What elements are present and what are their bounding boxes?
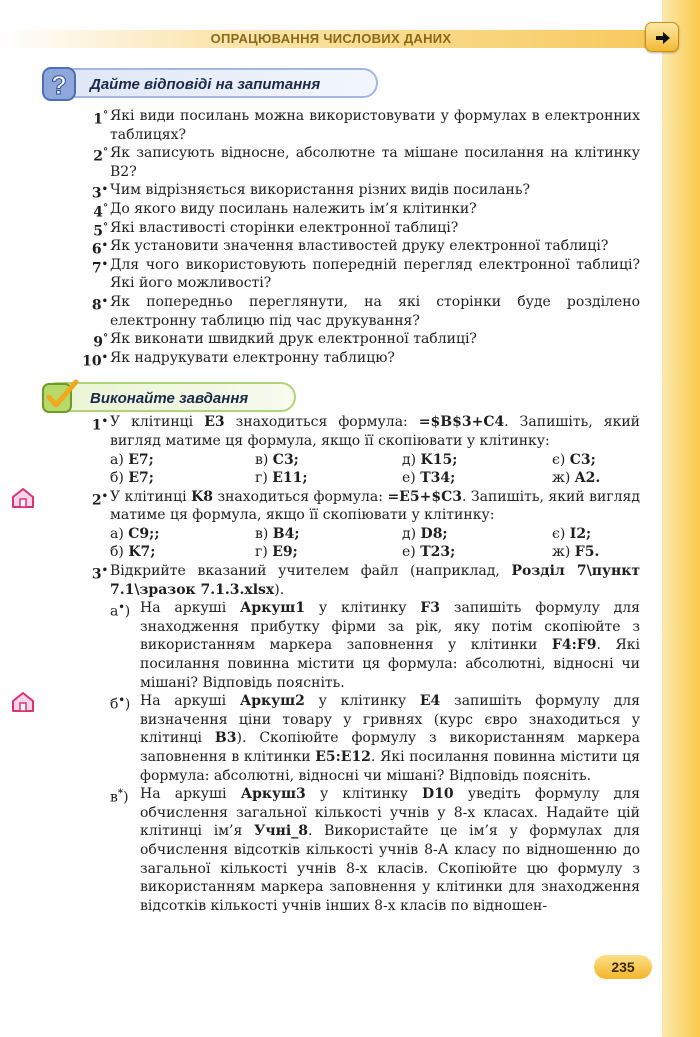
difficulty-mark: • [118,602,125,614]
subtask-item [70,785,640,915]
item-number [70,562,108,584]
item-number-text: 1 [93,111,103,128]
question-item [70,107,640,144]
cell-reference: E3 [204,414,225,431]
item-number-text: 10 [82,353,102,370]
question-text: Як виконати швидкий друк електронної таблиці? [110,331,477,348]
question-item [70,330,640,349]
difficulty-mark: • [101,240,108,252]
item-number [70,107,108,129]
bold-term: F3 [420,600,441,617]
answer-options [70,525,640,562]
question-item [70,256,640,293]
section-questions-header [42,68,378,98]
section-tasks-header [42,382,296,412]
subtask-text-part: На аркуші [140,600,241,617]
option-cell: E9; [272,544,298,561]
question-text: До якого виду посилань належить ім’я клітинки? [110,200,477,217]
option-cell: C3; [272,451,299,468]
answer-option [552,451,672,470]
bold-term: E4 [419,693,441,710]
answer-option [402,525,552,544]
answer-option [402,451,552,470]
answer-option [255,525,402,544]
subtask-text-part: . Які посилання повинна містити ця формула: абсолютні, відносні чи мішані? Відповідь поясніть. [140,749,641,784]
bold-term: E5:E12 [315,749,371,765]
question-text: Як установити значення властивостей друку електронної таблиці? [110,238,609,255]
option-cell: E7; [128,470,154,487]
option-cell: K7; [128,544,156,561]
answer-option [110,543,255,562]
subtask-text-part: уведіть формулу для обчислення загальної кількості учнів у 8-х класах. Надайте цій клітинці ім’я [140,786,641,840]
page-sidebar-strip [662,0,700,1037]
subtask-item [70,599,640,692]
answer-option [255,469,402,488]
item-number-text: 2 [91,492,102,509]
subtask-label: а•) [110,602,131,620]
option-cell: T34; [420,470,456,487]
item-number-text: 9 [93,334,103,351]
task-text [110,563,640,598]
question-text: Як надрукувати електронну таблицю? [110,349,395,366]
option-letter: б) [110,470,129,487]
option-letter: д) [402,525,421,542]
option-letter: є) [552,525,570,542]
option-letter: а) [110,451,129,468]
option-letter: ж) [552,470,575,487]
task-text-part: У клітинці [110,414,205,431]
question-text: Як попередньо переглянути, на які сторінки буде розділено електронну таблицю під час друкування? [110,293,640,329]
task-text-part: знаходиться формула: [224,414,419,431]
task-item [70,413,640,450]
answer-option [552,525,672,544]
page-number: 235 [594,955,652,979]
option-cell: E11; [272,470,308,487]
next-page-button[interactable] [645,22,679,52]
difficulty-mark: ° [103,333,108,345]
option-letter: е) [402,544,421,561]
questions-list [70,107,640,370]
difficulty-mark: ° [103,221,108,233]
task-text [110,489,640,524]
option-cell: C9;; [128,525,160,542]
question-text: Для чого використовують попередній перегляд електронної таблиці? Які його можливості? [110,256,640,292]
bold-term: Учні_8 [254,823,308,840]
question-text: Чим відрізняється використання різних видів посилань? [110,182,530,199]
section-tasks-title: Виконайте завдання [90,390,249,407]
difficulty-mark: ° [103,147,108,159]
option-letter: г) [255,470,273,487]
page-content [70,107,640,915]
bold-term: D10 [422,786,454,803]
task-text [110,414,640,449]
option-cell: T23; [420,544,456,561]
subtask-text-part: запишіть формулу для визначення ціни товару у гривнях (курс євро знаходиться у клітинці [140,693,640,747]
option-letter: а) [110,525,129,542]
formula: =E5+$C3 [387,488,462,505]
task-text-part: У клітинці [110,488,192,505]
question-text: Які властивості сторінки електронної таблиці? [110,219,459,236]
subtask-text-part: . Які посилання повинна містити ця формула: абсолютні, відносні чи мішані? Відповідь поясніть. [140,637,640,691]
task-text-part: . Запишіть, який вигляд матиме ця формула, якщо її скопіювати у клітинку: [110,414,641,449]
task-text-part: ). [274,581,285,598]
homework-icon [10,690,36,714]
difficulty-mark: * [117,788,124,800]
option-cell: I2; [569,525,592,542]
answer-option [552,543,672,562]
question-item [70,293,640,330]
item-number-text: 2 [93,148,103,165]
answer-option [110,451,255,470]
task-text-part: знаходиться формула: [212,488,388,505]
question-item [70,237,640,256]
answer-option [110,525,255,544]
item-number-text: 1 [91,417,102,434]
option-letter: в) [255,525,273,542]
difficulty-mark: • [101,295,108,307]
subtask-text-part: ). Скопіюйте формулу з використанням маркера заповнення в клітинки [140,730,640,765]
answer-options [70,451,640,488]
question-item [70,200,640,219]
option-cell: B4; [272,525,300,542]
difficulty-mark: • [101,351,108,363]
subtask-text-part: у клітинку [304,693,420,710]
option-letter: б) [110,544,129,561]
item-number-text: 7 [91,260,102,277]
subtask-label: б•) [110,695,131,713]
option-cell: F5. [574,544,600,561]
subtask-text-part: . Використайте це ім’я у формулах для обчислення відсотків кількості учнів 8-А класу по відношенню до загальної кількості учнів 8-х класів. Скопіюйте цю формулу з використанням маркера заповнення у клітинки для знаходження відсотків кількості учнів інших 8-х класів по відношен- [140,823,641,914]
subtask-letter: в [110,789,118,806]
option-letter: е) [402,470,421,487]
svg-text:?: ? [51,70,67,100]
question-text: Які види посилань можна використовувати у формулах в електронних таблицях? [110,108,640,143]
subtask-text-part: у клітинку [305,786,423,803]
task-item [70,488,640,525]
checkmark-icon [40,379,80,417]
difficulty-mark: • [101,565,108,577]
item-number-text: 4 [93,204,103,221]
subtask-item [70,692,640,785]
question-text: Як записують відносне, абсолютне та мішане посилання на клітинку B2? [110,145,640,180]
subtask-letter: б [110,696,119,713]
item-number [70,144,108,166]
option-letter: г) [255,544,273,561]
item-number-text: 3 [91,186,102,203]
option-cell: D8; [420,525,448,542]
option-letter: є) [552,451,570,468]
answer-option [255,543,402,562]
option-letter: в) [255,451,273,468]
difficulty-mark: • [118,695,125,707]
subtask-text-part: На аркуші [140,786,241,803]
subtask-text [140,600,640,690]
answer-option [402,543,552,562]
bold-term: Аркуш3 [240,786,306,803]
subtask-label: в*) [110,788,129,806]
item-number-text: 5 [93,223,103,240]
chapter-title: ОПРАЦЮВАННЯ ЧИСЛОВИХ ДАНИХ [210,31,452,46]
task-text-part: Відкрийте вказаний учителем файл (наприклад, [110,563,512,580]
difficulty-mark: • [101,184,108,196]
option-letter: д) [402,451,421,468]
difficulty-mark: ° [103,110,108,121]
option-cell: E7; [128,451,154,468]
section-questions-title: Дайте відповіді на запитання [90,76,321,93]
item-number-text: 6 [91,241,102,258]
difficulty-mark: • [101,416,108,428]
item-number [70,349,108,371]
bold-term: Аркуш2 [239,693,305,710]
arrow-right-icon [654,29,672,47]
task-item [70,562,640,599]
item-number-text: 3 [91,566,102,583]
bold-term: Аркуш1 [240,600,306,617]
subtask-letter: а [110,603,119,620]
difficulty-mark: • [101,490,108,502]
item-number-text: 8 [91,297,102,314]
subtask-text-part: у клітинку [305,600,421,617]
question-item [70,181,640,203]
subtask-text [140,693,640,783]
subtask-text-part: запишіть формулу для знаходження прибутку фірми за рік, яку потім скопіюйте з використанням маркера заповнення у клітинки [140,600,640,654]
option-letter: ж) [552,544,575,561]
item-number [70,293,108,315]
tasks-list [70,413,640,915]
cell-reference: K8 [191,488,213,505]
subtask-text-part: На аркуші [140,693,240,710]
bold-term: B3 [214,730,237,747]
answer-option [255,451,402,470]
difficulty-mark: • [101,258,108,270]
question-item [70,144,640,181]
homework-icon [10,486,36,510]
option-cell: C3; [569,451,596,468]
option-cell: K15; [420,451,458,468]
file-path: Розділ 7\пункт 7.1\зразок 7.1.3.xlsx [110,563,640,598]
answer-option [552,469,672,488]
difficulty-mark: ° [103,202,108,214]
question-item [70,219,640,238]
option-cell: A2. [574,470,601,487]
answer-option [402,469,552,488]
task-text-part: . Запишіть, який вигляд матиме ця формула, якщо її скопіювати у клітинку: [110,488,640,524]
formula: =$B$3+C4 [418,414,505,431]
question-item [70,349,640,368]
answer-option [110,469,255,488]
bold-term: F4:F9 [551,637,597,654]
item-number [70,256,108,278]
item-number [70,488,108,510]
subtask-text [140,786,640,914]
question-icon [40,65,78,103]
